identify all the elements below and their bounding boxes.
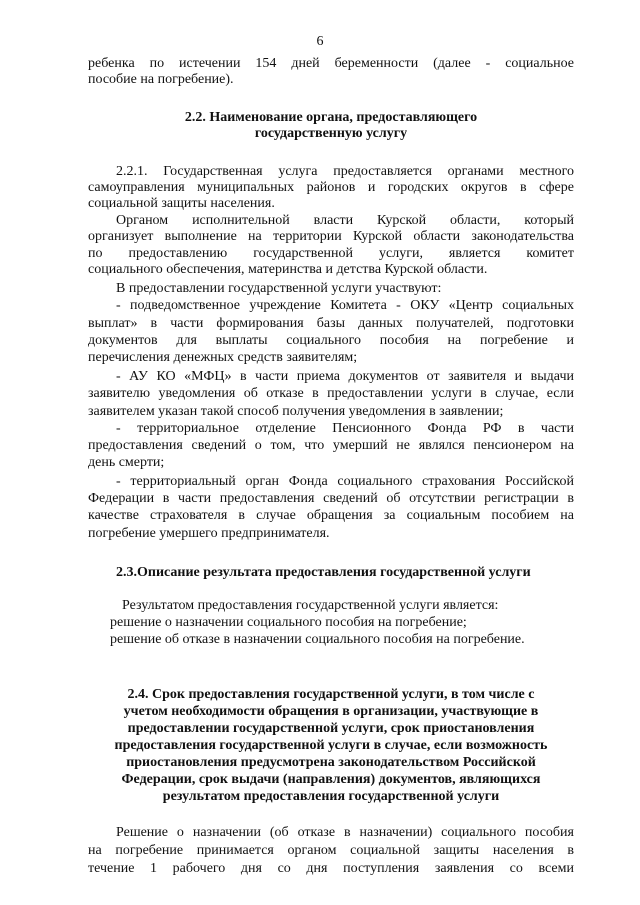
paragraph-line: Органом исполнительной власти Курской области, который: [116, 213, 574, 228]
section-2-4-heading: результатом предоставления государственной услуги: [162, 789, 500, 804]
list-item-line: - АУ КО «МФЦ» в части приема документов от заявителя и выдачи: [116, 369, 574, 384]
intro-line: ребенка по истечении 154 дней беременности (далее - социальное: [88, 56, 574, 71]
paragraph-line: организует выполнение на территории Курской области законодательства: [88, 229, 574, 244]
page-number: 6: [316, 34, 324, 49]
paragraph-line: В предоставлении государственной услуги участвуют:: [116, 281, 442, 296]
list-item-line: день смерти;: [88, 455, 165, 470]
intro-line: пособие на погребение).: [88, 72, 234, 87]
section-2-2-heading: государственную услугу: [254, 126, 408, 141]
paragraph-line: социальной защиты населения.: [88, 196, 275, 211]
list-item-line: - подведомственное учреждение Комитета - ОКУ «Центр социальных: [116, 298, 574, 313]
list-item-line: Федерации в части предоставления сведений об отсутствии регистрации в: [88, 491, 574, 506]
section-2-4-heading: учетом необходимости обращения в организации, участвующие в: [123, 704, 539, 719]
paragraph-line: на погребение принимается органом социальной защиты населения в: [88, 843, 574, 858]
paragraph-line: по предоставлению государственной услуги, является комитет: [88, 246, 574, 261]
list-item-line: предоставления сведений о том, что умерший не являлся пенсионером на: [88, 438, 574, 453]
paragraph-line: решение об отказе в назначении социального пособия на погребение.: [110, 632, 525, 647]
paragraph-line: течение 1 рабочего дня со дня поступления заявления со всеми: [88, 861, 574, 876]
list-item-line: документов для выплаты социального пособия на погребение и: [88, 333, 574, 348]
list-item-line: заявителю уведомления об отказе в предоставлении услуги в случае, если: [88, 386, 574, 401]
list-item-line: выплат» в части формирования базы данных получателей, подготовки: [88, 316, 574, 331]
paragraph-line: самоуправления муниципальных районов и городских округов в сфере: [88, 180, 574, 195]
paragraph-line: 2.2.1. Государственная услуга предоставляется органами местного: [116, 164, 574, 179]
list-item-line: перечисления денежных средств заявителям;: [88, 350, 358, 365]
paragraph-line: социального обеспечения, материнства и детства Курской области.: [88, 262, 488, 277]
section-2-4-heading: 2.4. Срок предоставления государственной услуги, в том числе с: [127, 687, 535, 702]
paragraph-line: Решение о назначении (об отказе в назначении) социального пособия: [116, 825, 574, 840]
section-2-2-heading: 2.2. Наименование органа, предоставляющего: [184, 110, 478, 125]
paragraph-line: Результатом предоставления государственной услуги является:: [122, 598, 499, 613]
list-item-line: погребение умершего предпринимателя.: [88, 526, 330, 541]
list-item-line: качестве страхователя в случае обращения за социальным пособием на: [88, 508, 574, 523]
section-2-3-heading: 2.3.Описание результата предоставления государственной услуги: [116, 565, 531, 580]
paragraph-line: решение о назначении социального пособия на погребение;: [110, 615, 467, 630]
section-2-4-heading: приостановления предусмотрена законодательством Российской: [126, 755, 536, 770]
section-2-4-heading: предоставления государственной услуги в случае, если возможность: [114, 738, 548, 753]
list-item-line: - территориальное отделение Пенсионного Фонда РФ в части: [116, 421, 574, 436]
section-2-4-heading: предоставлении государственной услуги, срок приостановления: [127, 721, 535, 736]
list-item-line: - территориальный орган Фонда социального страхования Российской: [116, 474, 574, 489]
section-2-4-heading: Федерации, срок выдачи (направления) документов, являющихся: [121, 772, 541, 787]
list-item-line: заявителем указан такой способ получения уведомления в заявлении;: [88, 404, 504, 419]
